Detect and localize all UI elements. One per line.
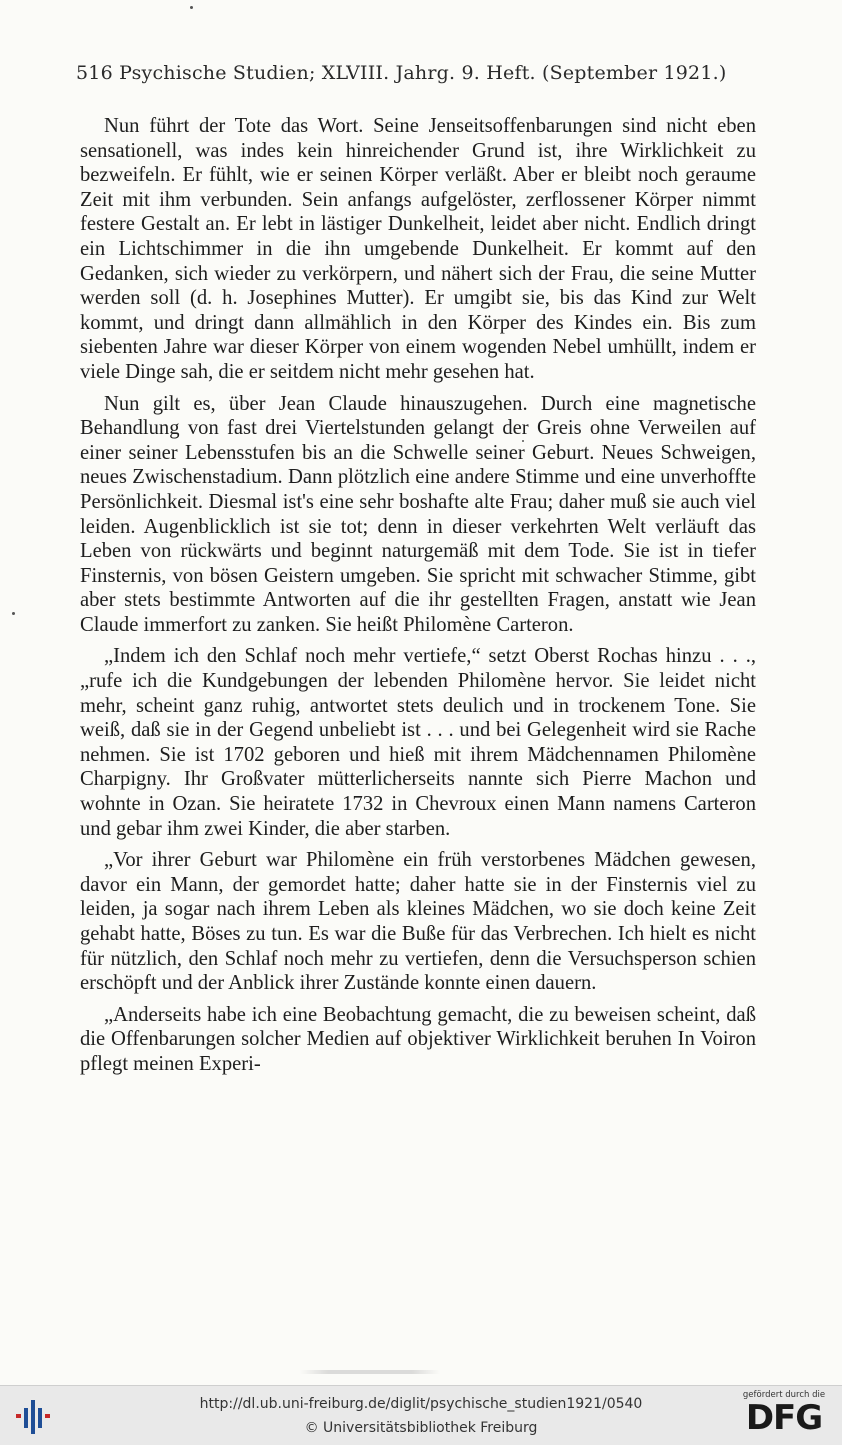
paragraph: „Indem ich den Schlaf noch mehr vertiefe,“ setzt Oberst Rochas hinzu . . ., „rufe ich die Kundgebungen der lebenden Philomène hervor. Sie leidet nicht mehr, scheint ganz ruhig, antwortet stets deulich und in trockenem Tone. Sie weiß, daß sie in der Gegend unbeliebt ist . . . und bei Gelegenheit wird sie Rache nehmen. Sie ist 1702 geboren und hieß mit ihrem Mädchennamen Philomène Charpigny. Ihr Großvater mütterlicherseits nannte sich Pierre Machon und wohnte in Ozan. Sie heiratete 1732 in Chevroux einen Mann namens Carteron und gebar ihm zwei Kinder, die aber starben. [80, 645, 756, 840]
paragraph: Nun führt der Tote das Wort. Seine Jenseitsoffenbarungen sind nicht eben sensationell, was indes kein hinreichender Grund ist, ihre Wirklichkeit zu bezweifeln. Er fühlt, wie er seinen Körper verläßt. Aber er bleibt noch geraume Zeit mit ihm verbunden. Sein anfangs aufgelöster, zerflossener Körper nimmt festere Gestalt an. Er lebt in lästiger Dunkelheit, leidet aber nicht. Endlich dringt ein Lichtschimmer in die ihn umgebende Dunkelheit. Er kommt auf den Gedanken, sich wieder zu verkörpern, und nähert sich der Frau, die seine Mutter werden soll (d. h. Josephines Mutter). Er umgibt sie, bis das Kind zur Welt kommt, und dringt dann allmählich in den Körper des Kindes ein. Bis zum siebenten Jahre war dieser Körper von einem wogenden Nebel umhüllt, indem er viele Dinge sah, die er seitdem nicht mehr gesehen hat. [80, 115, 756, 383]
dfg-logo: DFG [745, 1398, 823, 1438]
paragraph: Nun gilt es, über Jean Claude hinauszugehen. Durch eine magnetische Behandlung von fast drei Viertelstunden gelangt der Greis ohne Verweilen auf einer seiner Lebensstufen bis an die Schwelle seiner Geburt. Neues Schweigen, neues Zwischenstadium. Dann plötzlich eine andere Stimme und eine unverhoffte Persönlichkeit. Diesmal ist's eine sehr boshafte alte Frau; daher muß sie auch viel leiden. Augenblicklich ist sie tot; denn in dieser verkehrten Welt verläuft das Leben von rückwärts und beginnt naturgemäß mit dem Tode. Sie ist in tiefer Finsternis, von bösen Geistern umgeben. Sie spricht mit schwacher Stimme, gibt aber stets bestimmte Antworten auf die ihr gestellten Fragen, anstatt wie Jean Claude immerfort zu zanken. Sie heißt Philomène Carteron. [80, 392, 756, 636]
running-head: 516 Psychische Studien; XLVIII. Jahrg. 9. Heft. (September 1921.) [76, 62, 727, 84]
paragraph: „Vor ihrer Geburt war Philomène ein früh verstorbenes Mädchen gewesen, davor ein Mann, der gemordet hatte; daher hatte sie in der Finsternis viel zu leiden, ja sogar nach ihrem Leben als kleines Mädchen, wo sie doch keine Zeit gehabt hatte, Böses zu tun. Es war die Buße für das Verbrechen. Ich hielt es nicht für nützlich, den Schlaf noch mehr zu vertiefen, denn die Versuchsperson schien erschöpft und der Anblick ihrer Zustände konnte einen dauern. [80, 849, 756, 995]
scan-bleed-mark [300, 1370, 440, 1374]
dfg-funding-badge[interactable] [736, 1390, 832, 1442]
viewer-footer [0, 1385, 842, 1445]
scan-speck [522, 440, 524, 442]
funding-caption: gefördert durch die [742, 1390, 826, 1400]
scan-speck [190, 6, 193, 9]
copyright-text: © Universitätsbibliothek Freiburg [304, 1420, 538, 1436]
scan-speck [12, 612, 15, 615]
paragraph: „Anderseits habe ich eine Beobachtung gemacht, die zu beweisen scheint, daß die Offenbarungen solcher Medien auf objektiver Wirklichkeit beruhen In Voiron pflegt meinen Experi- [80, 1003, 756, 1075]
permalink-url[interactable]: http://dl.ub.uni-freiburg.de/diglit/psychische_studien1921/0540 [199, 1396, 643, 1412]
body-text [80, 114, 756, 1084]
